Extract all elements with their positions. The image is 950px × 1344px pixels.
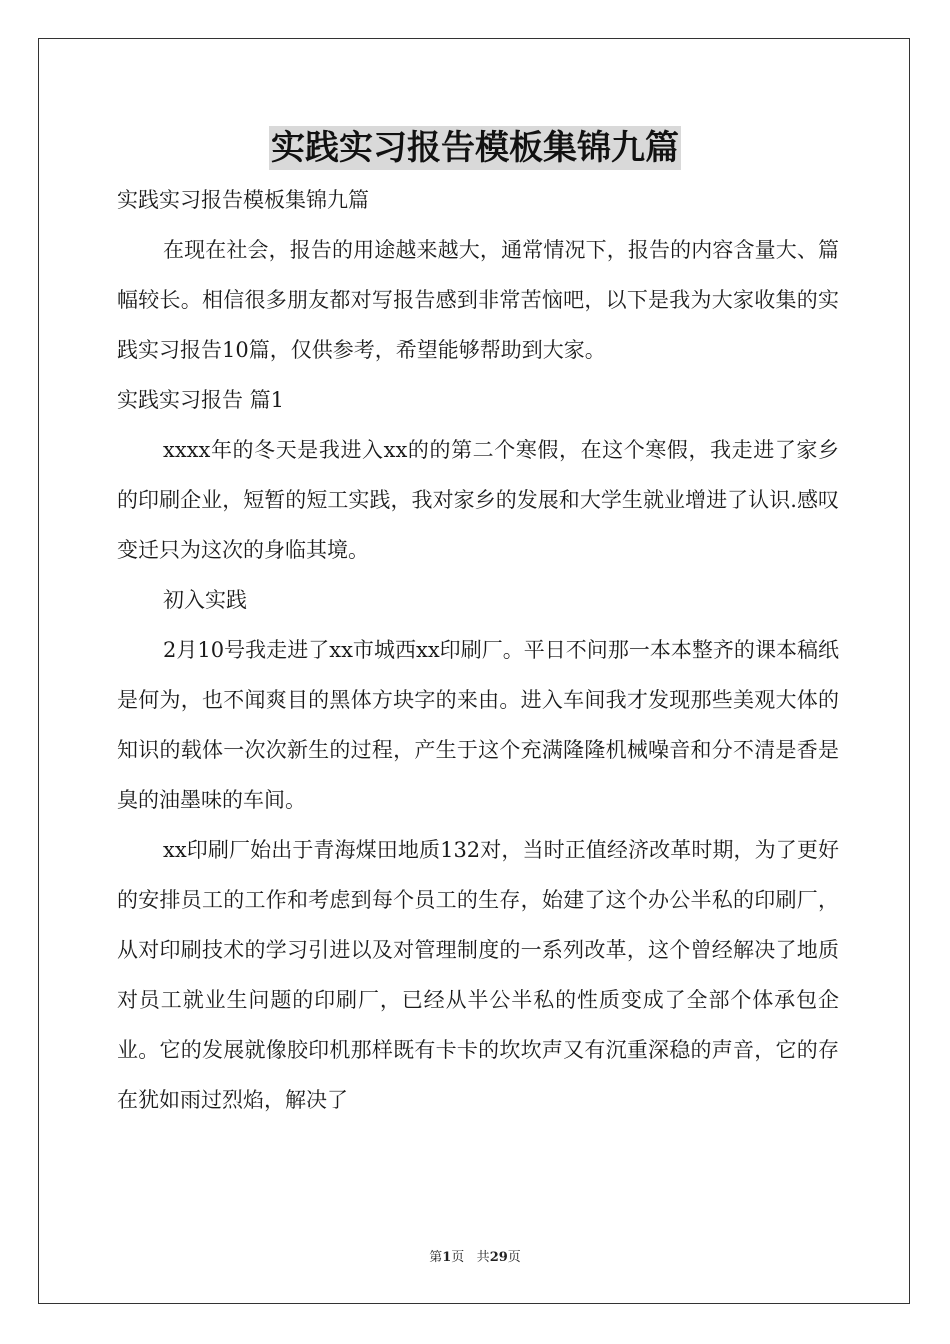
paragraph-winter-vacation: xxxx年的冬天是我进入xx的的第二个寒假，在这个寒假，我走进了家乡的印刷企业，短暂的短工实践，我对家乡的发展和大学生就业增进了认识.感叹变迁只为这次的身临其境。 [117, 438, 839, 562]
title-container [0, 126, 950, 170]
document-subtitle: 实践实习报告模板集锦九篇 [117, 188, 369, 212]
page-prefix: 第 [429, 1250, 443, 1265]
document-title: 实践实习报告模板集锦九篇 [271, 128, 679, 168]
total-suffix: 页 [507, 1250, 521, 1265]
page-footer [0, 1246, 950, 1265]
paragraph-factory-history: xx印刷厂始出于青海煤田地质132对，当时正值经济改革时期，为了更好的安排员工的工作和考虑到每个员工的生存，始建了这个办公半私的印刷厂，从对印刷技术的学习引进以及对管理制度的一系列改革，这个曾经解决了地质对员工就业生问题的印刷厂，已经从半公半私的性质变成了全部个体承包企业。它的发展就像胶印机那样既有卡卡的坎坎声又有沉重深稳的声音，它的存在犹如雨过烈焰，解决了 [117, 838, 839, 1112]
section-heading: 实践实习报告 篇1 [117, 388, 285, 412]
document-body [117, 175, 839, 1125]
paragraph-print-factory: 2月10号我走进了xx市城西xx印刷厂。平日不问那一本本整齐的课本稿纸是何为，也不闻爽目的黑体方块字的来由。进入车间我才发现那些美观大体的知识的载体一次次新生的过程，产生于这个充满隆隆机械噪音和分不清是香是臭的油墨味的车间。 [117, 638, 839, 812]
subheading-first-practice: 初入实践 [163, 588, 247, 612]
total-prefix: 共 [476, 1250, 490, 1265]
total-pages: 29 [489, 1250, 508, 1265]
page-suffix: 页 [451, 1250, 465, 1265]
page-number: 1 [442, 1250, 452, 1265]
paragraph-intro: 在现在社会，报告的用途越来越大，通常情况下，报告的内容含量大、篇幅较长。相信很多朋友都对写报告感到非常苦恼吧，以下是我为大家收集的实践实习报告10篇，仅供参考，希望能够帮助到大家。 [117, 238, 839, 362]
